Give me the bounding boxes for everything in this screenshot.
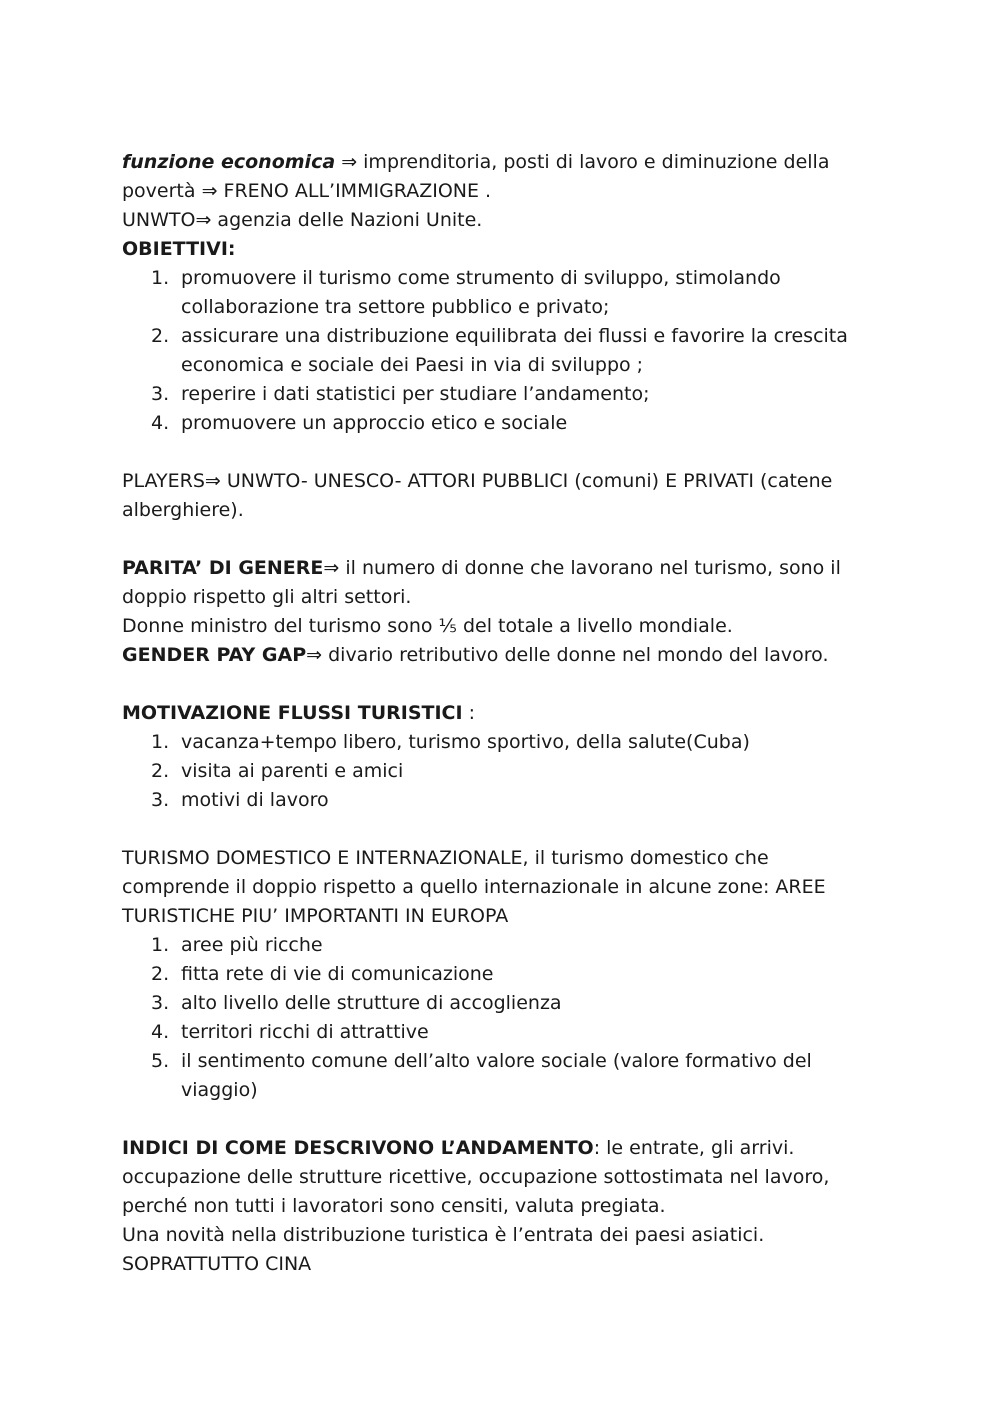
ministri-line: Donne ministro del turismo sono ⅕ del totale a livello mondiale. (122, 615, 733, 637)
list-item: 2. visita ai parenti e amici (151, 760, 404, 782)
funzione-economica-text: ⇒ imprenditoria, posti di lavoro e diminuzione della povertà ⇒ FRENO ALL’IMMIGRAZIONE . (122, 151, 830, 202)
list-item: 1. promuovere il turismo come strumento di sviluppo, stimolando collaborazione tra settore pubblico e privato; (151, 267, 781, 318)
unwto-line: UNWTO⇒ agenzia delle Nazioni Unite. (122, 209, 483, 231)
indici-paragraph: INDICI DI COME DESCRIVONO L’ANDAMENTO: le entrate, gli arrivi. occupazione delle strutture ricettive, occupazione sottostimata nel lavoro, perché non tutti i lavoratori sono censiti, valuta pregiata. (122, 1137, 830, 1217)
funzione-economica-paragraph (122, 148, 882, 206)
turismo-paragraph: TURISMO DOMESTICO E INTERNAZIONALE, il turismo domestico che comprende il doppio rispetto a quello internazionale in alcune zone: AREE TURISTICHE PIU’ IMPORTANTI IN EUROPA (122, 847, 826, 927)
list-item: 3. motivi di lavoro (151, 789, 329, 811)
list-item: 4. promuovere un approccio etico e sociale (151, 412, 568, 434)
gender-pay-gap-line: GENDER PAY GAP⇒ divario retributivo delle donne nel mondo del lavoro. (122, 644, 829, 666)
list-item: 3. alto livello delle strutture di accoglienza (151, 992, 562, 1014)
gender-pay-gap-heading: GENDER PAY GAP (122, 644, 307, 666)
parita-paragraph: PARITA’ DI GENERE⇒ il numero di donne che lavorano nel turismo, sono il doppio rispetto gli altri settori. (122, 557, 841, 608)
list-item: 1. vacanza+tempo libero, turismo sportivo, della salute(Cuba) (151, 731, 750, 753)
list-item: 5. il sentimento comune dell’alto valore sociale (valore formativo del viaggio) (151, 1050, 812, 1101)
list-item: 1. aree più ricche (151, 934, 323, 956)
document-body (122, 148, 882, 1279)
list-item: 4. territori ricchi di attrattive (151, 1021, 429, 1043)
novita-line: Una novità nella distribuzione turistica è l’entrata dei paesi asiatici. (122, 1224, 765, 1246)
list-item: 2. assicurare una distribuzione equilibrata dei flussi e favorire la crescita economica e sociale dei Paesi in via di sviluppo ; (151, 325, 848, 376)
obiettivi-heading: OBIETTIVI: (122, 238, 236, 260)
obiettivi-list (122, 264, 882, 438)
list-item: 2. fitta rete di vie di comunicazione (151, 963, 494, 985)
aree-list (122, 931, 882, 1105)
list-item: 3. reperire i dati statistici per studiare l’andamento; (151, 383, 650, 405)
motivazione-heading: MOTIVAZIONE FLUSSI TURISTICI : (122, 702, 476, 724)
motivazione-list (122, 728, 882, 815)
players-paragraph: PLAYERS⇒ UNWTO- UNESCO- ATTORI PUBBLICI (comuni) E PRIVATI (catene alberghiere). (122, 470, 833, 521)
parita-heading: PARITA’ DI GENERE (122, 557, 324, 579)
cina-line: SOPRATTUTTO CINA (122, 1253, 312, 1275)
indici-heading: INDICI DI COME DESCRIVONO L’ANDAMENTO (122, 1137, 594, 1159)
funzione-economica-term: funzione economica (122, 151, 336, 173)
